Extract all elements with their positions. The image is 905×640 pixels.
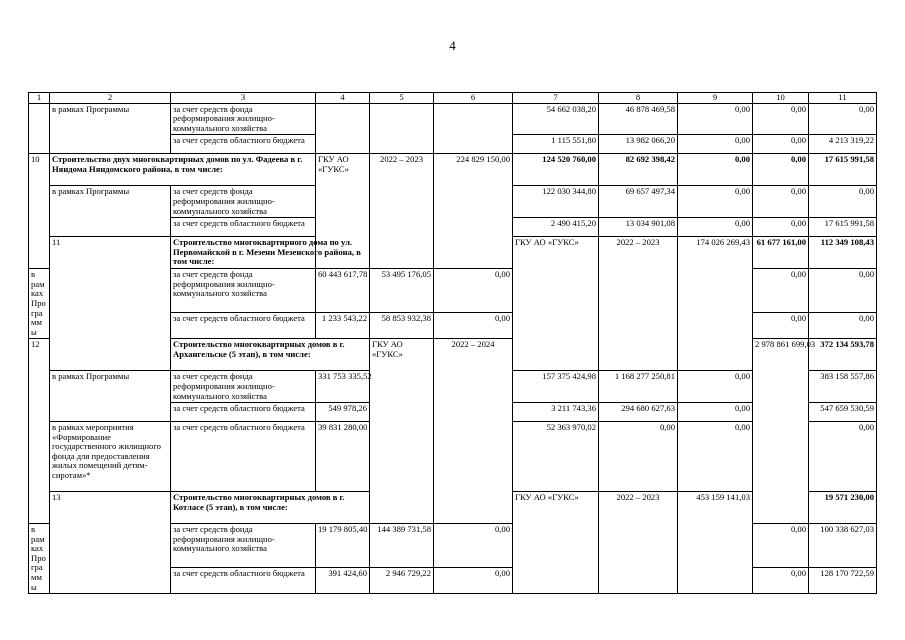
source-cell: за счет средств фонда реформирования жилищно-коммунального хозяйства — [171, 186, 316, 218]
table-header — [29, 93, 877, 104]
amount-cell: 0,00 — [678, 218, 753, 237]
amount-cell: 0,00 — [809, 269, 877, 313]
executor-cell: ГКУ АО «ГУКС» — [370, 339, 434, 524]
source-cell: за счет средств областного бюджета — [171, 403, 316, 422]
amount-cell: 0,00 — [753, 103, 809, 135]
amount-cell: 17 615 991,58 — [809, 154, 877, 186]
cost-cell: 2 978 861 699,03 — [753, 339, 809, 524]
source-cell: за счет средств областного бюджета — [171, 313, 316, 339]
column-header: 9 — [678, 93, 753, 104]
column-header: 3 — [171, 93, 316, 104]
amount-cell: 53 495 176,05 — [370, 269, 434, 313]
row-number-cell: 12 — [29, 339, 50, 524]
amount-cell: 128 170 722,59 — [809, 568, 877, 594]
column-header: 10 — [753, 93, 809, 104]
project-title-cell: Строительство двух многоквартирных домов по ул. Фадеева в г. Няндома Няндомского района, в том числе: — [50, 154, 316, 186]
amount-cell: 52 363 970,02 — [513, 422, 599, 492]
source-cell: за счет средств областного бюджета — [171, 568, 316, 594]
amount-cell: 39 831 280,00 — [316, 422, 370, 492]
amount-cell: 0,00 — [678, 422, 753, 492]
amount-cell: 2 946 729,22 — [370, 568, 434, 594]
amount-cell: 112 349 108,43 — [809, 237, 877, 269]
amount-cell: 0,00 — [809, 313, 877, 339]
amount-cell: 0,00 — [678, 103, 753, 135]
amount-cell: 0,00 — [753, 218, 809, 237]
budget-table — [28, 92, 877, 594]
period-cell: 2022 – 2024 — [434, 339, 513, 524]
amount-cell: 0,00 — [678, 371, 753, 403]
amount-cell: 0,00 — [753, 313, 809, 339]
row-number-cell: 13 — [50, 492, 171, 594]
amount-cell: 2 490 415,20 — [513, 218, 599, 237]
table-row — [29, 103, 877, 135]
amount-cell: 0,00 — [753, 135, 809, 154]
amount-cell: 391 424,60 — [316, 568, 370, 594]
category-cell: в рамках Программы — [29, 524, 50, 594]
header-row — [29, 93, 877, 104]
amount-cell: 0,00 — [809, 186, 877, 218]
project-title-cell: Строительство многоквартирного дома по ул. Первомайской в г. Мезени Мезенского района, в том числе: — [171, 237, 370, 269]
column-header: 7 — [513, 93, 599, 104]
amount-cell: 0,00 — [809, 422, 877, 492]
cost-cell: 174 026 269,43 — [678, 237, 753, 371]
amount-cell: 331 753 335,52 — [316, 371, 370, 403]
project-row — [29, 154, 877, 186]
amount-cell: 1 233 543,22 — [316, 313, 370, 339]
source-cell: за счет средств фонда реформирования жилищно-коммунального хозяйства — [171, 103, 316, 135]
cost-cell: 224 829 150,00 — [434, 154, 513, 269]
column-header: 8 — [599, 93, 678, 104]
source-cell: за счет средств областного бюджета — [171, 422, 316, 492]
amount-cell: 13 982 066,20 — [599, 135, 678, 154]
source-cell: за счет средств фонда реформирования жилищно-коммунального хозяйства — [171, 524, 316, 568]
row-number-cell — [29, 103, 50, 154]
period-cell: 2022 – 2023 — [370, 154, 434, 269]
column-header: 6 — [434, 93, 513, 104]
amount-cell: 61 677 161,00 — [753, 237, 809, 269]
executor-cell: ГКУ АО «ГУКС» — [513, 492, 599, 594]
amount-cell: 124 520 760,00 — [513, 154, 599, 186]
amount-cell: 372 134 593,78 — [809, 339, 877, 371]
amount-cell: 0,00 — [753, 186, 809, 218]
project-title-cell: Строительство многоквартирных домов в г. Архангельске (5 этап), в том числе: — [171, 339, 370, 371]
table-body — [29, 103, 877, 594]
period-cell: 2022 – 2023 — [599, 492, 678, 594]
amount-cell: 54 662 038,20 — [513, 103, 599, 135]
amount-cell: 0,00 — [434, 269, 513, 313]
row-number-cell: 11 — [50, 237, 171, 371]
amount-cell: 0,00 — [678, 154, 753, 186]
column-header: 4 — [316, 93, 370, 104]
source-cell: за счет средств областного бюджета — [171, 218, 316, 237]
source-cell: за счет средств фонда реформирования жилищно-коммунального хозяйства — [171, 269, 316, 313]
amount-cell: 0,00 — [753, 524, 809, 568]
amount-cell: 547 659 530,59 — [809, 403, 877, 422]
executor-cell: ГКУ АО «ГУКС» — [316, 154, 370, 269]
amount-cell: 383 158 557,86 — [809, 371, 877, 403]
category-cell: в рамках Программы — [29, 269, 50, 339]
amount-cell: 0,00 — [753, 269, 809, 313]
page-number: 4 — [449, 38, 456, 53]
amount-cell: 0,00 — [599, 422, 678, 492]
category-cell: в рамках Программы — [50, 186, 171, 237]
amount-cell: 46 878 469,58 — [599, 103, 678, 135]
column-header: 1 — [29, 93, 50, 104]
amount-cell: 1 168 277 250,81 — [599, 371, 678, 403]
amount-cell: 60 443 617,78 — [316, 269, 370, 313]
amount-cell: 19 571 230,00 — [809, 492, 877, 524]
amount-cell: 0,00 — [434, 524, 513, 568]
amount-cell: 1 115 551,80 — [513, 135, 599, 154]
amount-cell: 549 978,26 — [316, 403, 370, 422]
amount-cell: 19 179 805,40 — [316, 524, 370, 568]
period-cell: 2022 – 2023 — [599, 237, 678, 371]
amount-cell: 0,00 — [753, 154, 809, 186]
amount-cell: 0,00 — [678, 403, 753, 422]
amount-cell: 0,00 — [434, 568, 513, 594]
amount-cell: 0,00 — [678, 135, 753, 154]
amount-cell: 3 211 743,36 — [513, 403, 599, 422]
cost-cell: 453 159 141,03 — [678, 492, 753, 594]
project-title-cell: Строительство многоквартирных домов в г. Котласе (5 этап), в том числе: — [171, 492, 370, 524]
source-cell: за счет средств областного бюджета — [171, 135, 316, 154]
amount-cell: 294 680 627,63 — [599, 403, 678, 422]
amount-cell: 17 615 991,58 — [809, 218, 877, 237]
row-number-cell: 10 — [29, 154, 50, 269]
amount-cell: 82 692 398,42 — [599, 154, 678, 186]
amount-cell: 4 213 319,22 — [809, 135, 877, 154]
cost-cell — [434, 103, 513, 154]
column-header: 5 — [370, 93, 434, 104]
amount-cell: 157 375 424,98 — [513, 371, 599, 403]
amount-cell: 69 657 497,34 — [599, 186, 678, 218]
column-header: 11 — [809, 93, 877, 104]
amount-cell: 0,00 — [753, 568, 809, 594]
amount-cell: 0,00 — [678, 186, 753, 218]
period-cell — [370, 103, 434, 154]
column-header: 2 — [50, 93, 171, 104]
category-cell: в рамках мероприятия «Формирование государственного жилищного фонда для предоставления жилых помещений детям-сиротам»* — [50, 422, 171, 492]
amount-cell: 100 338 627,03 — [809, 524, 877, 568]
executor-cell — [316, 103, 370, 154]
amount-cell: 13 034 901,08 — [599, 218, 678, 237]
amount-cell: 0,00 — [809, 103, 877, 135]
amount-cell: 144 389 731,58 — [370, 524, 434, 568]
amount-cell: 58 853 932,38 — [370, 313, 434, 339]
executor-cell: ГКУ АО «ГУКС» — [513, 237, 599, 371]
amount-cell: 0,00 — [434, 313, 513, 339]
source-cell: за счет средств фонда реформирования жилищно-коммунального хозяйства — [171, 371, 316, 403]
category-cell: в рамках Программы — [50, 103, 171, 154]
amount-cell: 122 030 344,80 — [513, 186, 599, 218]
category-cell: в рамках Программы — [50, 371, 171, 422]
